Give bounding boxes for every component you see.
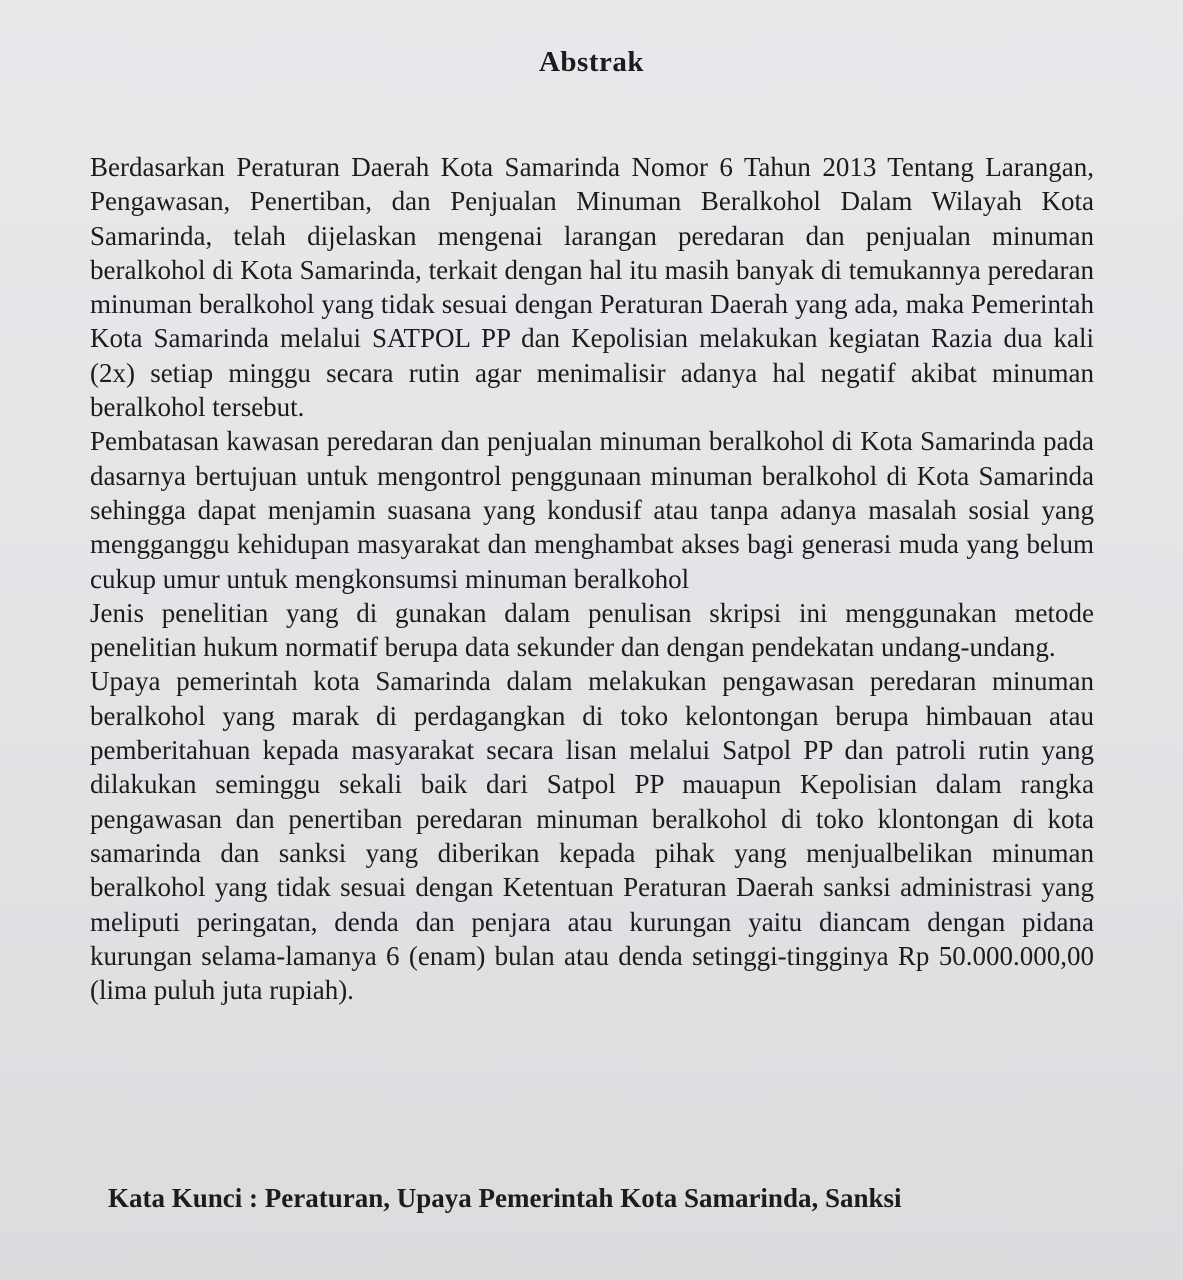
abstract-body [90, 150, 1094, 1007]
abstract-title: Abstrak [538, 46, 644, 78]
paragraph-1: Berdasarkan Peraturan Daerah Kota Samarinda Nomor 6 Tahun 2013 Tentang Larangan, Pengawasan, Penertiban, dan Penjualan Minuman Beralkohol Dalam Wilayah Kota Samarinda, telah dijelaskan mengenai larangan peredaran dan penjualan minuman beralkohol di Kota Samarinda, terkait dengan hal itu masih banyak di temukannya peredaran minuman beralkohol yang tidak sesuai dengan Peraturan Daerah yang ada, maka Pemerintah Kota Samarinda melalui SATPOL PP dan Kepolisian melakukan kegiatan Razia dua kali (2x) setiap minggu secara rutin agar menimalisir adanya hal negatif akibat minuman beralkohol tersebut. [90, 152, 1094, 423]
paragraph-2: Pembatasan kawasan peredaran dan penjualan minuman beralkohol di Kota Samarinda pada dasarnya bertujuan untuk mengontrol penggunaan minuman beralkohol di Kota Samarinda sehingga dapat menjamin suasana yang kondusif atau tanpa adanya masalah sosial yang mengganggu kehidupan masyarakat dan menghambat akses bagi generasi muda yang belum cukup umur untuk mengkonsumsi minuman beralkohol [90, 426, 1094, 594]
paragraph-3: Jenis penelitian yang di gunakan dalam penulisan skripsi ini menggunakan metode penelitian hukum normatif berupa data sekunder dan dengan pendekatan undang-undang. [90, 597, 1094, 663]
paragraph-4: Upaya pemerintah kota Samarinda dalam melakukan pengawasan peredaran minuman beralkohol yang marak di perdagangkan di toko kelontongan berupa himbauan atau pemberitahuan kepada masyarakat secara lisan melalui Satpol PP dan patroli rutin yang dilakukan seminggu sekali baik dari Satpol PP mauapun Kepolisian dalam rangka pengawasan dan penertiban peredaran minuman beralkohol di toko klontongan di kota samarinda dan sanksi yang diberikan kepada pihak yang menjualbelikan minuman beralkohol yang tidak sesuai dengan Ketentuan Peraturan Daerah sanksi administrasi yang meliputi peringatan, denda dan penjara atau kurungan yaitu diancam dengan pidana kurungan selama-lamanya 6 (enam) bulan atau denda setinggi-tingginya Rp 50.000.000,00 (lima puluh juta rupiah). [90, 666, 1094, 1006]
keywords-line: Kata Kunci : Peraturan, Upaya Pemerintah Kota Samarinda, Sanksi [108, 1183, 902, 1213]
